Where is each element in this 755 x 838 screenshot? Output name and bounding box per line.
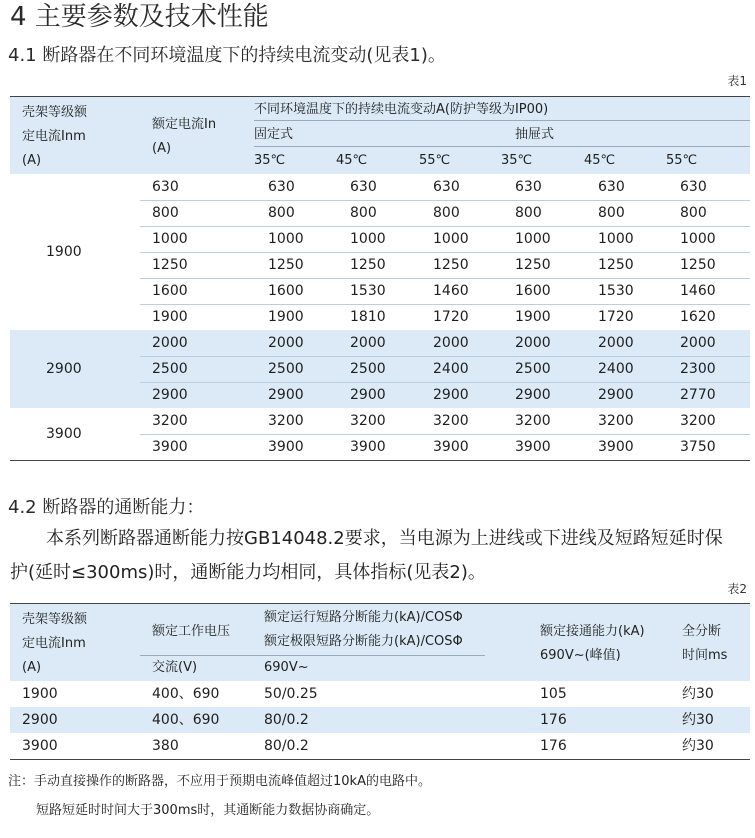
- table1-cell: 630: [152, 179, 179, 195]
- table1-cell: 1530: [350, 283, 386, 299]
- table-2: [10, 603, 750, 761]
- table2-cell: 176: [540, 738, 567, 754]
- table1-cell: 2900: [598, 387, 634, 403]
- table1-cell: 3200: [598, 413, 634, 429]
- table2-row-band: [10, 707, 750, 733]
- table1-cell: 1460: [433, 283, 469, 299]
- page-title: 4 主要参数及技术性能: [10, 2, 269, 32]
- table1-cell: 3200: [152, 413, 188, 429]
- table2-header-ics: 额定运行短路分断能力(kA)/COSΦ: [264, 610, 463, 625]
- table1-cell: 1000: [515, 231, 551, 247]
- table2-cell: 380: [152, 738, 179, 754]
- table1-cell: 1250: [680, 257, 716, 273]
- table1-cell: 630: [433, 179, 460, 195]
- table2-header-690: 690V~: [264, 660, 309, 675]
- table1-cell: 2900: [268, 387, 304, 403]
- table1-row-line: [140, 226, 750, 227]
- table1-cell: 3900: [350, 439, 386, 455]
- table1-top-rule: [10, 96, 750, 97]
- table1-cell: 630: [598, 179, 625, 195]
- table-1: [10, 96, 750, 462]
- table1-header-frame: (A): [22, 153, 42, 168]
- table1-cell: 1720: [598, 309, 634, 325]
- table2-header-make: 690V~(峰值): [540, 648, 621, 663]
- table1-cell: 1000: [152, 231, 188, 247]
- table2-cell: 1900: [22, 686, 58, 702]
- table1-cell: 3200: [680, 413, 716, 429]
- table2-cell: 80/0.2: [264, 738, 309, 754]
- table1-cell: 2000: [598, 335, 634, 351]
- table1-cell: 3900: [598, 439, 634, 455]
- table2-header-ac: 交流(V): [152, 660, 198, 675]
- table1-cell: 800: [515, 205, 542, 221]
- table1-cell: 2000: [680, 335, 716, 351]
- table2-cell: 3900: [22, 738, 58, 754]
- table1-cell: 1250: [515, 257, 551, 273]
- table1-cell: 2500: [515, 361, 551, 377]
- table2-header-time: 全分断: [682, 624, 722, 639]
- table1-cell: 1530: [598, 283, 634, 299]
- table1-cell: 3900: [433, 439, 469, 455]
- section-4-2-heading: 4.2 断路器的通断能力：: [8, 497, 205, 518]
- table1-cell: 3900: [268, 439, 304, 455]
- table1-cell: 1600: [268, 283, 304, 299]
- table1-cell: 2900: [515, 387, 551, 403]
- table2-header-time: 时间ms: [682, 648, 728, 663]
- table2-cell: 2900: [22, 712, 58, 728]
- table1-cell: 1250: [152, 257, 188, 273]
- table2-bottom-rule: [10, 759, 750, 760]
- table1-header-group: 不同环境温度下的持续电流变动A(防护等级为IP00): [254, 102, 549, 117]
- table1-cell: 2900: [152, 387, 188, 403]
- table1-bottom-rule: [10, 460, 750, 461]
- table1-cell: 800: [152, 205, 179, 221]
- table1-row-line: [140, 200, 750, 201]
- table1-frame-cell: 1900: [46, 244, 82, 260]
- table2-header-frame: 壳架等级额: [22, 612, 88, 627]
- table1-cell: 1900: [268, 309, 304, 325]
- table1-cell: 3900: [152, 439, 188, 455]
- table1-cell: 3200: [268, 413, 304, 429]
- table1-header-temp: 45℃: [584, 153, 616, 168]
- table1-header-drawout: 抽屉式: [515, 127, 555, 142]
- table1-cell: 2000: [350, 335, 386, 351]
- table1-cell: 1600: [515, 283, 551, 299]
- table1-cell: 3900: [515, 439, 551, 455]
- table1-cell: 3200: [350, 413, 386, 429]
- table1-header-temp: 45℃: [336, 153, 368, 168]
- section-4-1-heading: 4.1 断路器在不同环境温度下的持续电流变动(见表1)。: [8, 45, 446, 66]
- table1-cell: 630: [515, 179, 542, 195]
- table1-row-line: [140, 304, 750, 305]
- table1-cell: 800: [680, 205, 707, 221]
- table1-subrule-2: [254, 146, 750, 147]
- table1-row-line: [140, 252, 750, 253]
- table1-cell: 1000: [433, 231, 469, 247]
- table1-header-frame: 壳架等级额: [22, 105, 88, 120]
- table1-cell: 2400: [433, 361, 469, 377]
- table1-cell: 2000: [152, 335, 188, 351]
- table1-cell: 1460: [680, 283, 716, 299]
- table1-header-temp: 55℃: [666, 153, 698, 168]
- table2-top-rule: [10, 603, 750, 604]
- table1-cell: 3750: [680, 439, 716, 455]
- table1-header-rated: 额定电流In: [152, 117, 217, 132]
- table1-cell: 630: [268, 179, 295, 195]
- table1-cell: 1000: [598, 231, 634, 247]
- table1-cell: 1900: [515, 309, 551, 325]
- table2-header-make: 额定接通能力(kA): [540, 624, 645, 639]
- table1-header-rated: (A): [152, 141, 172, 156]
- table1-frame-cell: 3900: [46, 426, 82, 442]
- table2-header-voltage: 额定工作电压: [152, 624, 231, 639]
- table1-header-frame: 定电流Inm: [22, 129, 86, 144]
- table1-row-line: [140, 278, 750, 279]
- table1-cell: 1000: [680, 231, 716, 247]
- table1-header-fixed: 固定式: [254, 127, 294, 142]
- paragraph-line-2: 护(延时≤300ms)时，通断能力均相同，具体指标(见表2)。: [10, 562, 486, 583]
- paragraph-line-1: 本系列断路器通断能力按GB14048.2要求，当电源为上进线或下进线及短路短延时保: [46, 528, 723, 549]
- table1-cell: 1900: [152, 309, 188, 325]
- table1-row-line: [140, 356, 750, 357]
- table2-cell: 约30: [682, 712, 714, 728]
- table1-cell: 1810: [350, 309, 386, 325]
- table1-row-line: [140, 382, 750, 383]
- table1-cell: 800: [268, 205, 295, 221]
- table1-cell: 3200: [433, 413, 469, 429]
- table1-cell: 2000: [433, 335, 469, 351]
- table1-cell: 2000: [515, 335, 551, 351]
- table2-subrule: [140, 655, 485, 656]
- table1-number: 表1: [727, 74, 747, 88]
- table1-cell: 800: [598, 205, 625, 221]
- table2-number: 表2: [727, 582, 747, 596]
- table1-cell: 800: [433, 205, 460, 221]
- table1-cell: 2770: [680, 387, 716, 403]
- table1-cell: 2400: [598, 361, 634, 377]
- table2-cell: 约30: [682, 686, 714, 702]
- table2-header-icu: 额定极限短路分断能力(kA)/COSΦ: [264, 634, 463, 649]
- note-line-1: 注：手动直接操作的断路器，不应用于预期电流峰值超过10kA的电路中。: [8, 774, 431, 789]
- table1-cell: 1000: [350, 231, 386, 247]
- table1-cell: 1250: [350, 257, 386, 273]
- table2-cell: 80/0.2: [264, 712, 309, 728]
- table1-cell: 2500: [268, 361, 304, 377]
- table2-cell: 176: [540, 712, 567, 728]
- table1-cell: 1250: [433, 257, 469, 273]
- note-line-2: 短路短延时时间大于300ms时，其通断能力数据协商确定。: [36, 803, 380, 818]
- table1-cell: 2900: [433, 387, 469, 403]
- table1-cell: 2000: [268, 335, 304, 351]
- table1-cell: 3200: [515, 413, 551, 429]
- table1-header-temp: 55℃: [419, 153, 451, 168]
- table1-header-temp: 35℃: [501, 153, 533, 168]
- table1-row-line: [140, 434, 750, 435]
- table1-cell: 2900: [350, 387, 386, 403]
- table2-header-frame: (A): [22, 660, 42, 675]
- table1-cell: 1620: [680, 309, 716, 325]
- table2-cell: 50/0.25: [264, 686, 318, 702]
- table1-cell: 2300: [680, 361, 716, 377]
- table1-cell: 1600: [152, 283, 188, 299]
- table1-header-temp: 35℃: [254, 153, 286, 168]
- table1-cell: 2500: [152, 361, 188, 377]
- table1-cell: 800: [350, 205, 377, 221]
- table2-cell: 105: [540, 686, 567, 702]
- table2-cell: 400、690: [152, 686, 220, 702]
- table1-cell: 1000: [268, 231, 304, 247]
- table1-cell: 1250: [268, 257, 304, 273]
- table2-cell: 400、690: [152, 712, 220, 728]
- table1-frame-cell: 2900: [46, 361, 82, 377]
- table1-subrule-1: [254, 120, 750, 121]
- table2-header-frame: 定电流Inm: [22, 636, 86, 651]
- table1-cell: 2500: [350, 361, 386, 377]
- table2-cell: 约30: [682, 738, 714, 754]
- table1-cell: 630: [680, 179, 707, 195]
- table1-cell: 1720: [433, 309, 469, 325]
- table1-cell: 1250: [598, 257, 634, 273]
- table1-cell: 630: [350, 179, 377, 195]
